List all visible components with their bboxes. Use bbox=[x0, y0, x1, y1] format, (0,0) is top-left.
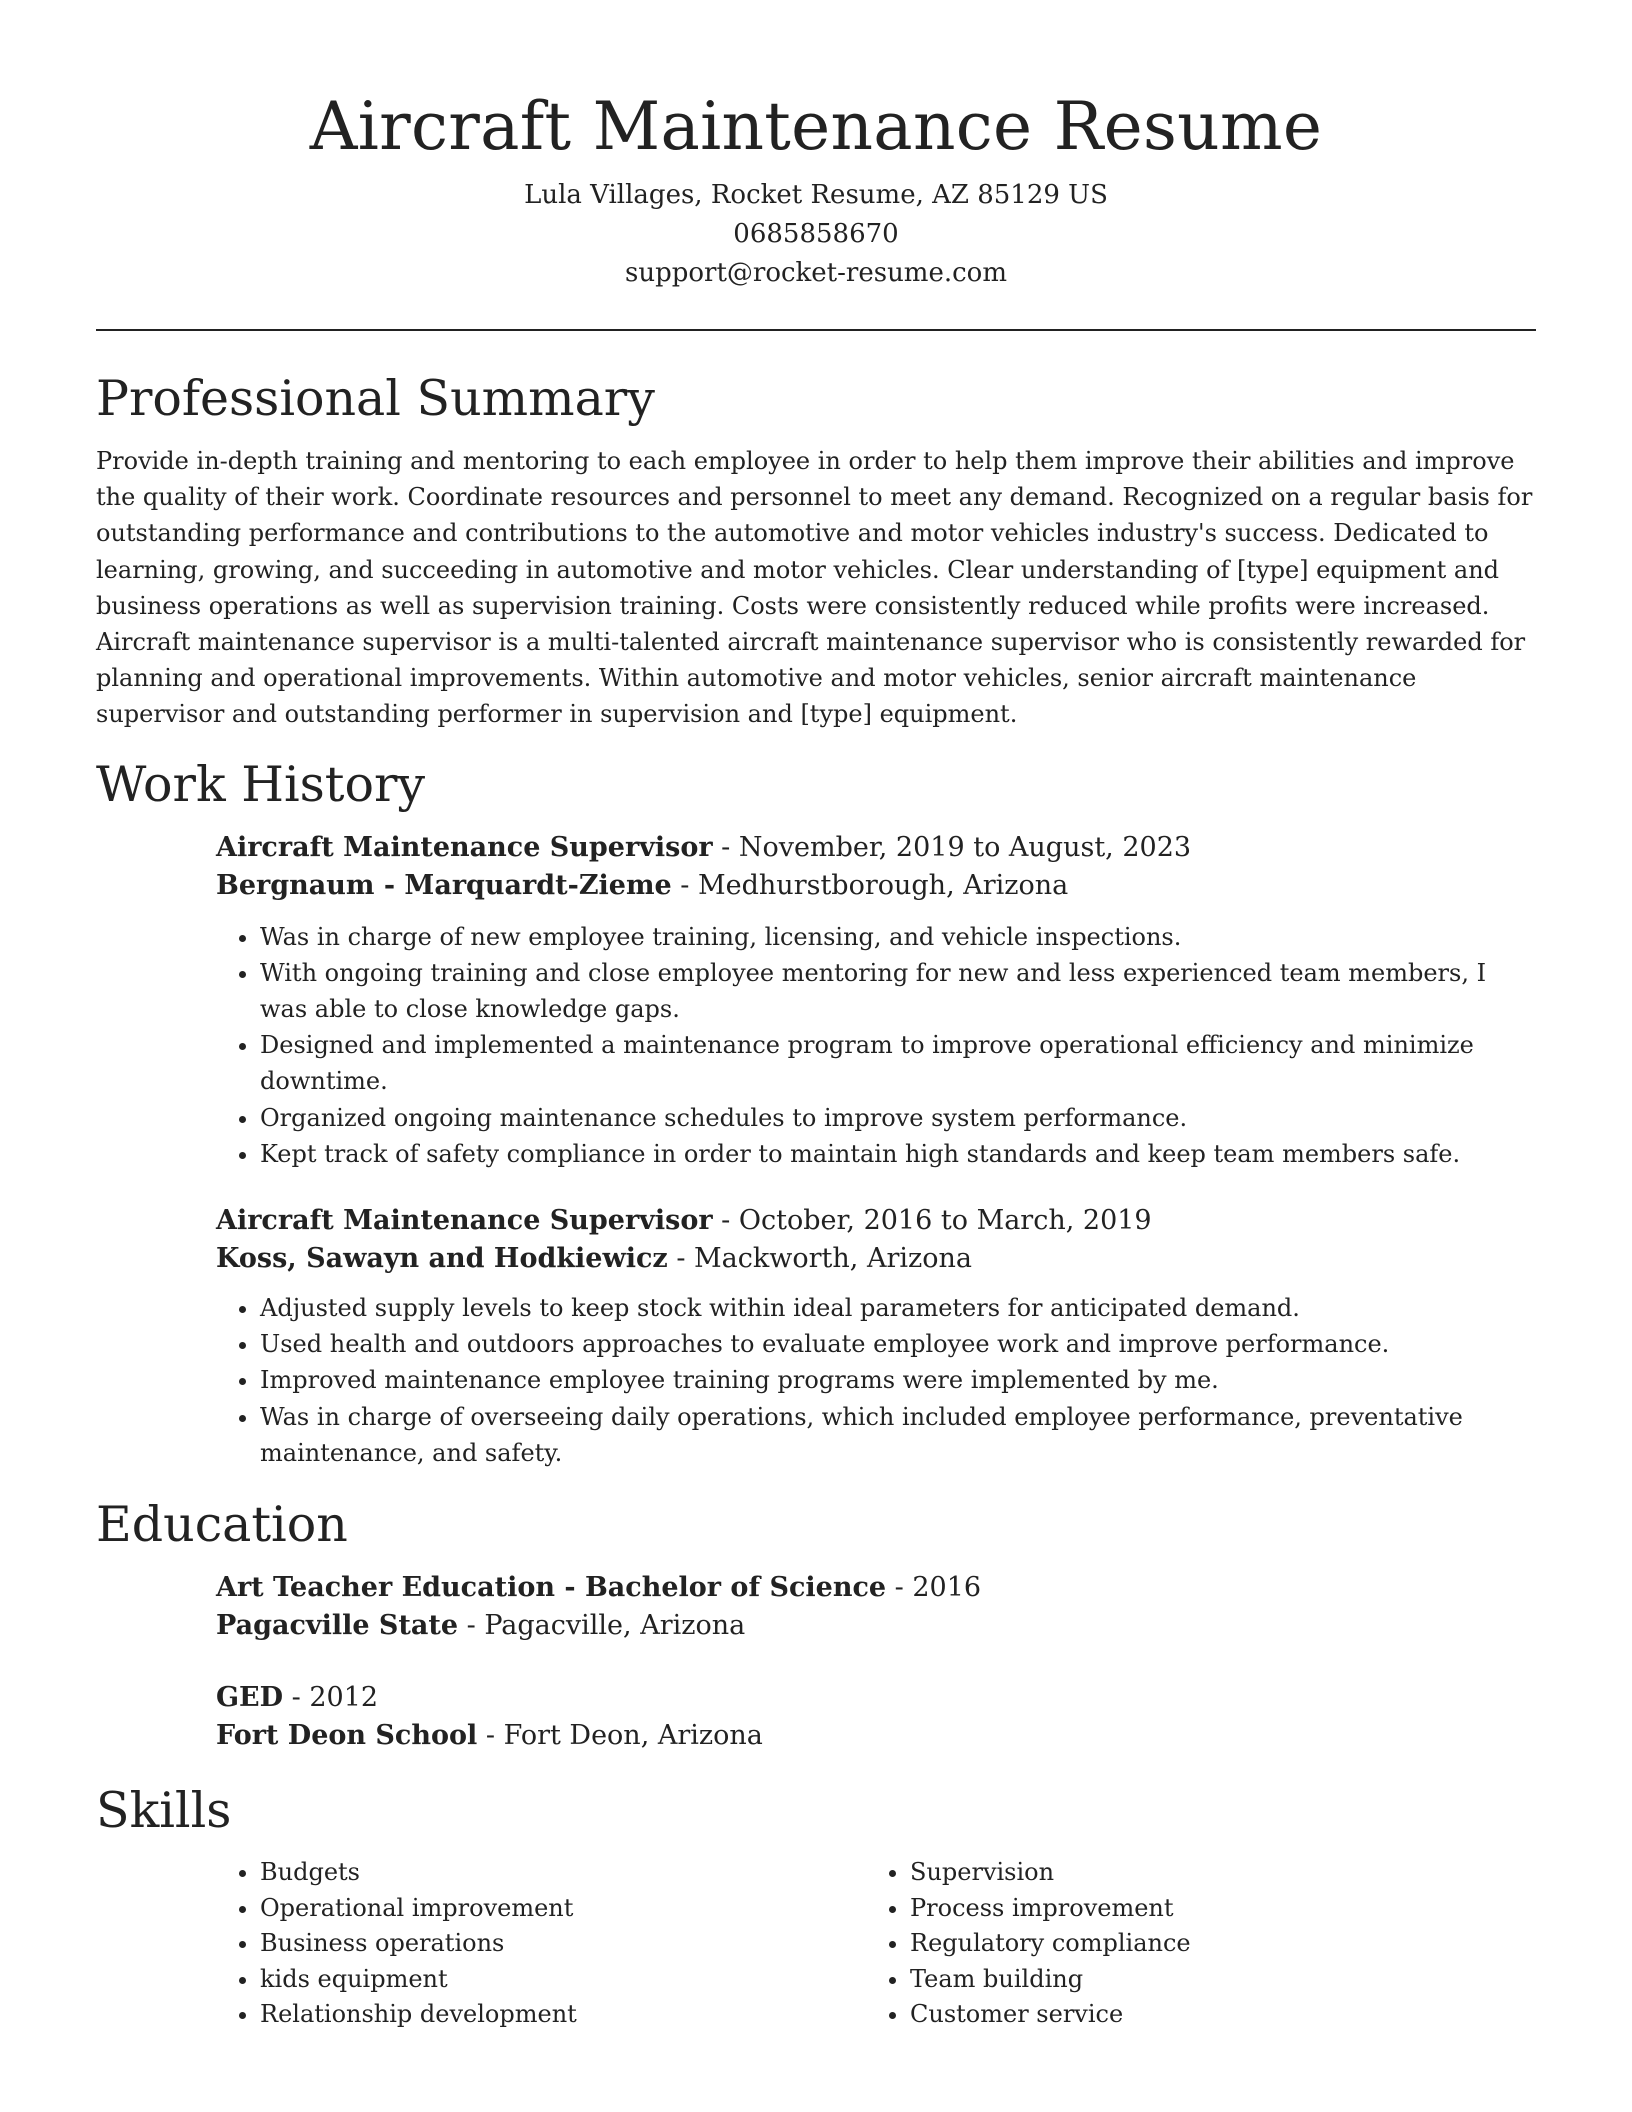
job-title-line bbox=[216, 829, 1536, 867]
job-company-line bbox=[216, 1240, 1536, 1278]
skills-column-right bbox=[866, 1855, 1516, 2033]
resume-title: Aircraft Maintenance Resume bbox=[309, 88, 1323, 165]
header-divider bbox=[96, 329, 1536, 331]
education-degree-line bbox=[216, 1679, 1536, 1717]
list-item: • Kept track of safety compliance in order to maintain high standards and keep team members safe. bbox=[260, 1136, 1536, 1172]
education-school-line bbox=[216, 1607, 1536, 1645]
education-school: Pagacville State bbox=[216, 1610, 459, 1642]
list-item: • With ongoing training and close employee mentoring for new and less experienced team members, I was able to close knowledge gaps. bbox=[260, 955, 1536, 1027]
work-section bbox=[96, 753, 1536, 1471]
job-role: Aircraft Maintenance Supervisor bbox=[216, 831, 713, 863]
list-item: • Organized ongoing maintenance schedules to improve system performance. bbox=[260, 1100, 1536, 1136]
list-item: • Designed and implemented a maintenance program to improve operational efficiency and minimize downtime. bbox=[260, 1027, 1536, 1099]
list-item: • Improved maintenance employee training programs were implemented by me. bbox=[260, 1362, 1536, 1398]
skill-item: • Process improvement bbox=[910, 1891, 1516, 1927]
list-item: • Was in charge of new employee training, licensing, and vehicle inspections. bbox=[260, 919, 1536, 955]
job-company-line bbox=[216, 867, 1536, 905]
skill-item: • Supervision bbox=[910, 1855, 1516, 1891]
summary-section bbox=[96, 367, 1536, 733]
skill-item: • Operational improvement bbox=[260, 1891, 866, 1927]
education-year: - 2012 bbox=[283, 1682, 379, 1714]
skills-column-left bbox=[216, 1855, 866, 2033]
education-location: - Fort Deon, Arizona bbox=[477, 1720, 763, 1752]
contact-block bbox=[96, 176, 1536, 293]
skill-item: • Team building bbox=[910, 1962, 1516, 1998]
skill-item: • Customer service bbox=[910, 1997, 1516, 2033]
resume-page bbox=[96, 0, 1536, 2033]
summary-heading: Professional Summary bbox=[96, 370, 655, 427]
education-location: - Pagacville, Arizona bbox=[458, 1610, 746, 1642]
list-item: • Used health and outdoors approaches to evaluate employee work and improve performance. bbox=[260, 1326, 1536, 1362]
skills-list-left bbox=[216, 1855, 866, 2033]
job-dates: - October, 2016 to March, 2019 bbox=[712, 1205, 1152, 1237]
skills-heading: Skills bbox=[96, 1782, 232, 1840]
contact-address: Lula Villages, Rocket Resume, AZ 85129 US bbox=[524, 180, 1108, 210]
skill-item: • kids equipment bbox=[260, 1962, 866, 1998]
education-degree-line bbox=[216, 1569, 1536, 1607]
education-degree: GED bbox=[216, 1682, 284, 1714]
list-item: • Was in charge of overseeing daily operations, which included employee performance, preventative maintenance, and safety. bbox=[260, 1399, 1536, 1471]
job-location: - Medhurstborough, Arizona bbox=[671, 869, 1069, 901]
skill-item: • Business operations bbox=[260, 1926, 866, 1962]
education-entry bbox=[216, 1569, 1536, 1645]
job-bullets bbox=[216, 919, 1536, 1172]
job-role: Aircraft Maintenance Supervisor bbox=[216, 1205, 713, 1237]
job-bullets bbox=[216, 1290, 1536, 1471]
education-degree: Art Teacher Education - Bachelor of Science bbox=[216, 1572, 887, 1604]
skill-item: • Relationship development bbox=[260, 1997, 866, 2033]
job-entry bbox=[216, 1202, 1536, 1471]
skills-list-right bbox=[866, 1855, 1516, 2033]
job-dates: - November, 2019 to August, 2023 bbox=[712, 831, 1192, 863]
education-heading: Education bbox=[96, 1496, 348, 1554]
skills-section bbox=[96, 1779, 1536, 2033]
resume-header bbox=[96, 0, 1536, 293]
education-section bbox=[96, 1493, 1536, 1755]
education-entry bbox=[216, 1679, 1536, 1755]
skills-grid bbox=[216, 1855, 1536, 2033]
education-year: - 2016 bbox=[886, 1572, 982, 1604]
skill-item: • Budgets bbox=[260, 1855, 866, 1891]
work-heading: Work History bbox=[96, 755, 426, 813]
job-company: Bergnaum - Marquardt-Zieme bbox=[216, 869, 672, 901]
summary-text: Provide in-depth training and mentoring to each employee in order to help them improve their abilities and improve the quality of their work. Coordinate resources and personnel to meet any demand. Recognized on a regular basis for outstanding performance and contributions to the automotive and motor vehicles industry's success. Dedicated to learning, growing, and succeeding in automotive and motor vehicles. Clear understanding of [type] equipment and business operations as well as supervision training. Costs were consistently reduced while profits were increased. Aircraft maintenance supervisor is a multi-talented aircraft maintenance supervisor who is consistently rewarded for planning and operational improvements. Within automotive and motor vehicles, senior aircraft maintenance supervisor and outstanding performer in supervision and [type] equipment. bbox=[96, 447, 1533, 729]
education-school-line bbox=[216, 1717, 1536, 1755]
job-entry bbox=[216, 829, 1536, 1172]
contact-email: support@rocket-resume.com bbox=[624, 258, 1007, 288]
education-school: Fort Deon School bbox=[216, 1720, 478, 1752]
job-company: Koss, Sawayn and Hodkiewicz bbox=[216, 1243, 668, 1275]
contact-phone: 0685858670 bbox=[733, 219, 899, 249]
skill-item: • Regulatory compliance bbox=[910, 1926, 1516, 1962]
job-location: - Mackworth, Arizona bbox=[667, 1243, 972, 1275]
list-item: • Adjusted supply levels to keep stock within ideal parameters for anticipated demand. bbox=[260, 1290, 1536, 1326]
job-title-line bbox=[216, 1202, 1536, 1240]
